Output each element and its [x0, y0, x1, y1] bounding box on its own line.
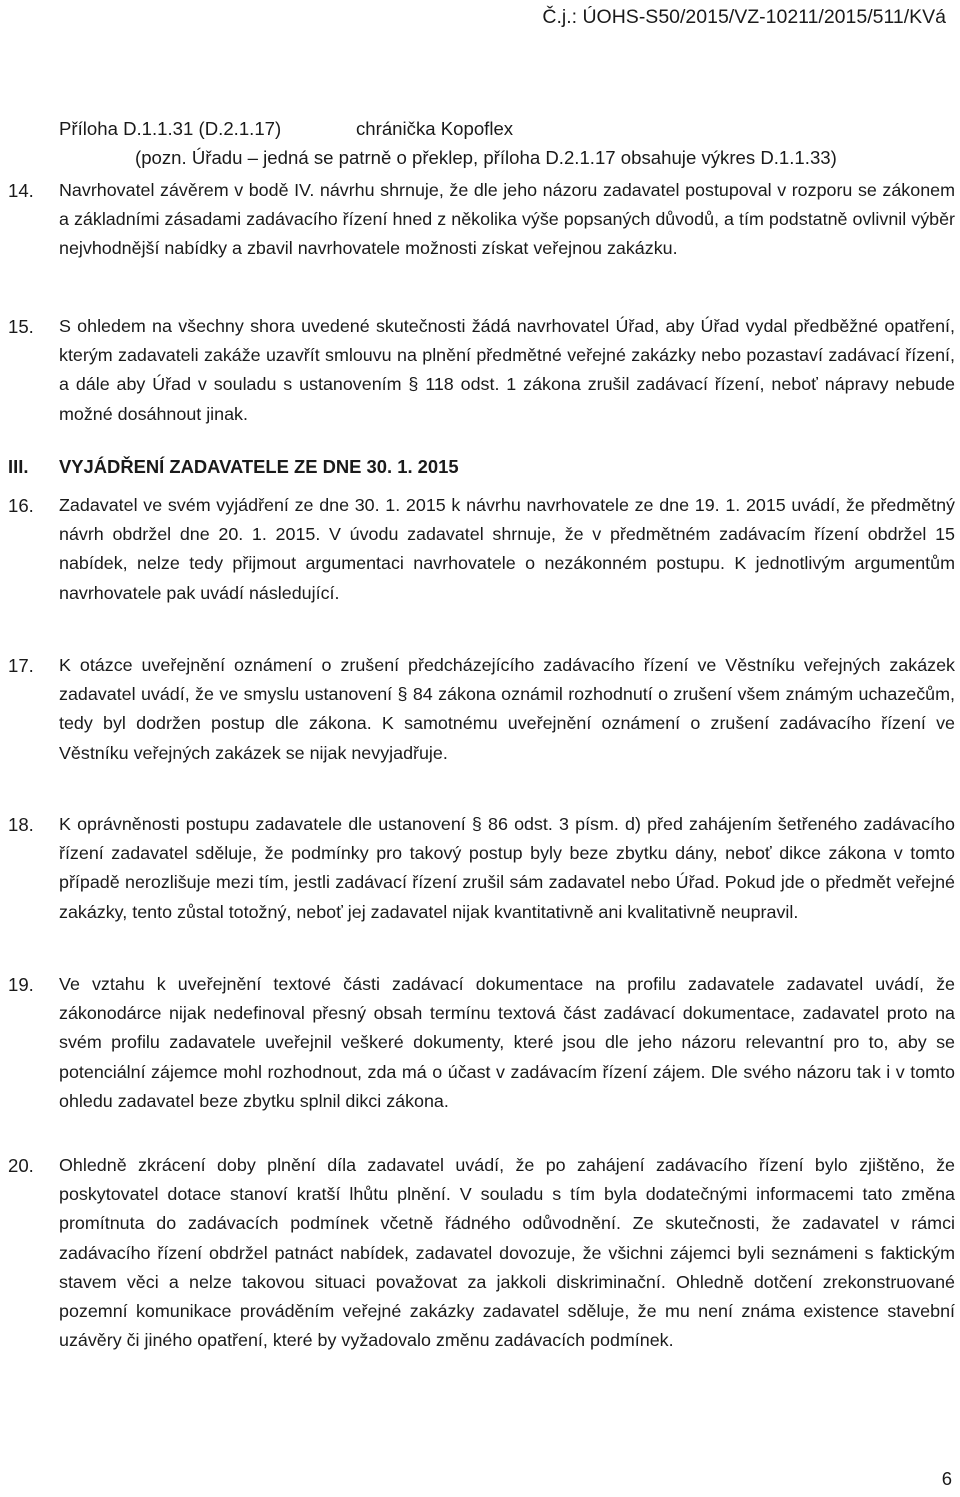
- paragraph-text: Ve vztahu k uveřejnění textové části zadávací dokumentace na profilu zadavatele zadavatel uvádí, že zákonodárce nijak nedefinoval přesný obsah termínu textová část zadávací dokumentace, zadavatel proto na svém profilu zadavatele uveřejnil veškeré dokumenty, které jsou dle jeho názoru relevantní pro to, aby se potenciální zájemce mohl rozhodnout, zda má o účast v zadávacím řízení zájem. Dle svého názoru tak i v tomto ohledu zadavatel beze zbytku splnil dikci zákona.: [59, 974, 955, 1111]
- paragraph-number: 14.: [8, 180, 34, 201]
- document-reference-header: Č.j.: ÚOHS-S50/2015/VZ-10211/2015/511/KVá: [542, 6, 946, 28]
- annex-label: Příloha D.1.1.31 (D.2.1.17): [59, 118, 282, 139]
- annex-note: (pozn. Úřadu – jedná se patrně o překlep, příloha D.2.1.17 obsahuje výkres D.1.1.33): [135, 147, 837, 168]
- paragraph-number: 20.: [8, 1155, 34, 1176]
- paragraph-number: 19.: [8, 974, 34, 995]
- paragraph-text: Ohledně zkrácení doby plnění díla zadavatel uvádí, že po zahájení zadávacího řízení bylo zjištěno, že poskytovatel dotace stanoví kratší lhůtu plnění. V souladu s tím byla dodatečnými informacemi tato změna promítnuta do zadávacích podmínek včetně řádného odůvodnění. Ze skutečnosti, že zadavatel v rámci zadávacího řízení obdržel patnáct nabídek, zadavatel dovozuje, že všichni zájemci byli seznámeni s faktickým stavem věci a nelze takovou situaci považovat za jakkoli diskriminační. Ohledně dotčení zrekonstruované pozemní komunikace prováděním veřejné zakázky zadavatel sděluje, že mu není známa existence stavební uzávěry či jiného opatření, které by vyžadovalo změnu zadávacích podmínek.: [59, 1155, 955, 1351]
- paragraph-text: K otázce uveřejnění oznámení o zrušení předcházejícího zadávacího řízení ve Věstníku veřejných zakázek zadavatel uvádí, že ve smyslu ustanovení § 84 zákona oznámil rozhodnutí o zrušení všem známým uchazečům, tedy byl dodržen postup dle zákona. K samotnému uveřejnění oznámení o zrušení zadávacího řízení ve Věstníku veřejných zakázek se nijak nevyjadřuje.: [59, 655, 955, 763]
- paragraph-number: 17.: [8, 655, 34, 676]
- paragraph-number: 18.: [8, 814, 34, 835]
- paragraph-text: Zadavatel ve svém vyjádření ze dne 30. 1. 2015 k návrhu navrhovatele ze dne 19. 1. 2015 uvádí, že předmětný návrh obdržel dne 20. 1. 2015. V úvodu zadavatel shrnuje, že v předmětném zadávacím řízení obdržel 15 nabídek, nelze tedy přijmout argumentaci navrhovatele o nezákonném postupu. K jednotlivým argumentům navrhovatele pak uvádí následující.: [59, 495, 955, 603]
- paragraph-text: K oprávněnosti postupu zadavatele dle ustanovení § 86 odst. 3 písm. d) před zahájením šetřeného zadávacího řízení zadavatel sděluje, že podmínky pro takový postup byly beze zbytku dány, neboť dikce zákona v tomto případě nerozlišuje mezi tím, jestli zadávací řízení zrušil sám zadavatel nebo Úřad. Pokud jde o předmět veřejné zakázky, tento zůstal totožný, neboť jej zadavatel nijak kvantitativně ani kvalitativně neupravil.: [59, 814, 955, 922]
- annex-item: chránička Kopoflex: [356, 118, 514, 139]
- page-number: 6: [941, 1468, 952, 1489]
- paragraph-number: 15.: [8, 316, 34, 337]
- section-numeral: III.: [8, 456, 29, 477]
- paragraph-number: 16.: [8, 495, 34, 516]
- paragraph-text: S ohledem na všechny shora uvedené skutečnosti žádá navrhovatel Úřad, aby Úřad vydal předběžné opatření, kterým zadavateli zakáže uzavřít smlouvu na plnění předmětné veřejné zakázky nebo pozastaví zadávací řízení, a dále aby Úřad v souladu s ustanovením § 118 odst. 1 zákona zrušil zadávací řízení, neboť nápravy nebude možné dosáhnout jinak.: [59, 316, 955, 424]
- section-title: VYJÁDŘENÍ ZADAVATELE ZE DNE 30. 1. 2015: [59, 456, 459, 477]
- paragraph-text: Navrhovatel závěrem v bodě IV. návrhu shrnuje, že dle jeho názoru zadavatel postupoval v rozporu se zákonem a základními zásadami zadávacího řízení hned z několika výše popsaných důvodů, a tím podstatně ovlivnil výběr nejvhodnější nabídky a zbavil navrhovatele možnosti získat veřejnou zakázku.: [59, 180, 955, 259]
